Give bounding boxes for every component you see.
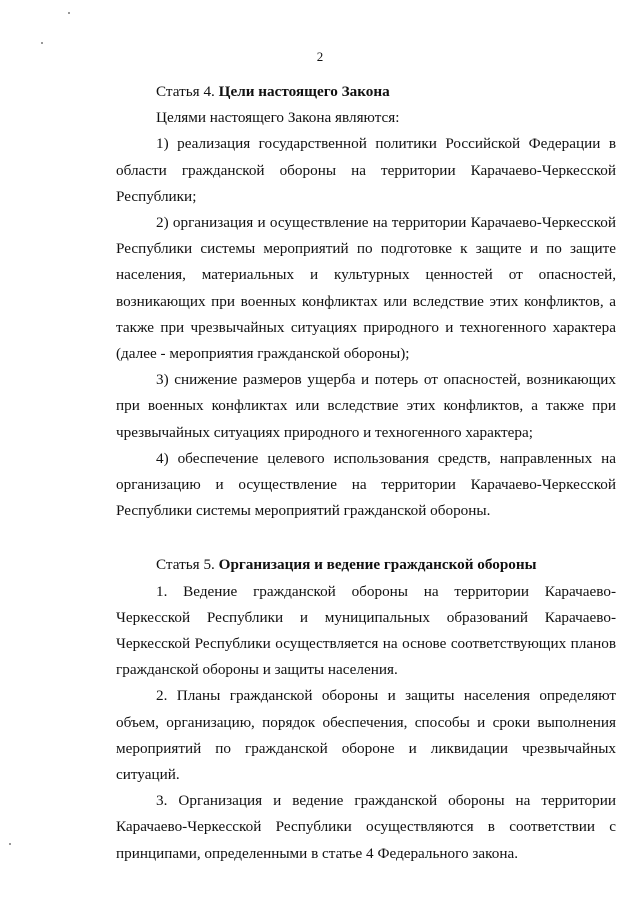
article-5-title: Организация и ведение гражданской обороны <box>218 556 537 574</box>
article-4-prefix: Статья 4. <box>156 83 219 100</box>
page-number: 2 <box>316 49 324 64</box>
article-5-prefix: Статья 5. <box>156 556 219 574</box>
article-4-item-4: 4) обеспечение целевого использования средств, направленных на организацию и осуществление на территории Карачаево-Черкесской Республики системы мероприятий гражданской обороны. <box>116 449 616 520</box>
article-4-item-2: 2) организация и осуществление на территории Карачаево-Черкесской Республики системы мероприятий по подготовке к защите и по защите населения, материальных и культурных ценностей от опасностей, возникающих при военных конфликтах или вследствие этих конфликтов, а также при чрезвычайных ситуациях природного и техногенного характера (далее - мероприятия гражданской обороны); <box>116 214 616 363</box>
article-4-item-1: 1) реализация государственной политики Российской Федерации в области гражданской обороны на территории Карачаево-Черкесской Республики; <box>116 135 616 205</box>
article-4-title: Цели настоящего Закона <box>218 83 390 100</box>
article-5-item-2: 2. Планы гражданской обороны и защиты населения определяют объем, организацию, порядок обеспечения, способы и сроки выполнения мероприятий по гражданской обороне и ликвидации чрезвычайных ситуаций. <box>116 687 616 784</box>
article-5-item-1: 1. Ведение гражданской обороны на территории Карачаево-Черкесской Республики и муниципальных образований Карачаево-Черкесской Республики осуществляется на основе соответствующих планов гражданской обороны и защиты населения. <box>116 582 616 679</box>
article-4-item-3: 3) снижение размеров ущерба и потерь от опасностей, возникающих при военных конфликтах или вследствие этих конфликтов, а также при чрезвычайных ситуациях природного и техногенного характера; <box>116 371 616 441</box>
scan-speck <box>9 843 11 845</box>
scan-speck <box>68 12 70 14</box>
article-4-heading <box>116 79 616 105</box>
scan-speck <box>41 42 43 44</box>
article-5-heading <box>116 552 616 578</box>
article-5-item-3: 3. Организация и ведение гражданской обороны на территории Карачаево-Черкесской Республики осуществляются в соответствии с принципами, определенными в статье 4 Федерального закона. <box>116 792 616 862</box>
document-body <box>116 79 616 867</box>
article-4-intro: Целями настоящего Закона являются: <box>156 109 400 127</box>
